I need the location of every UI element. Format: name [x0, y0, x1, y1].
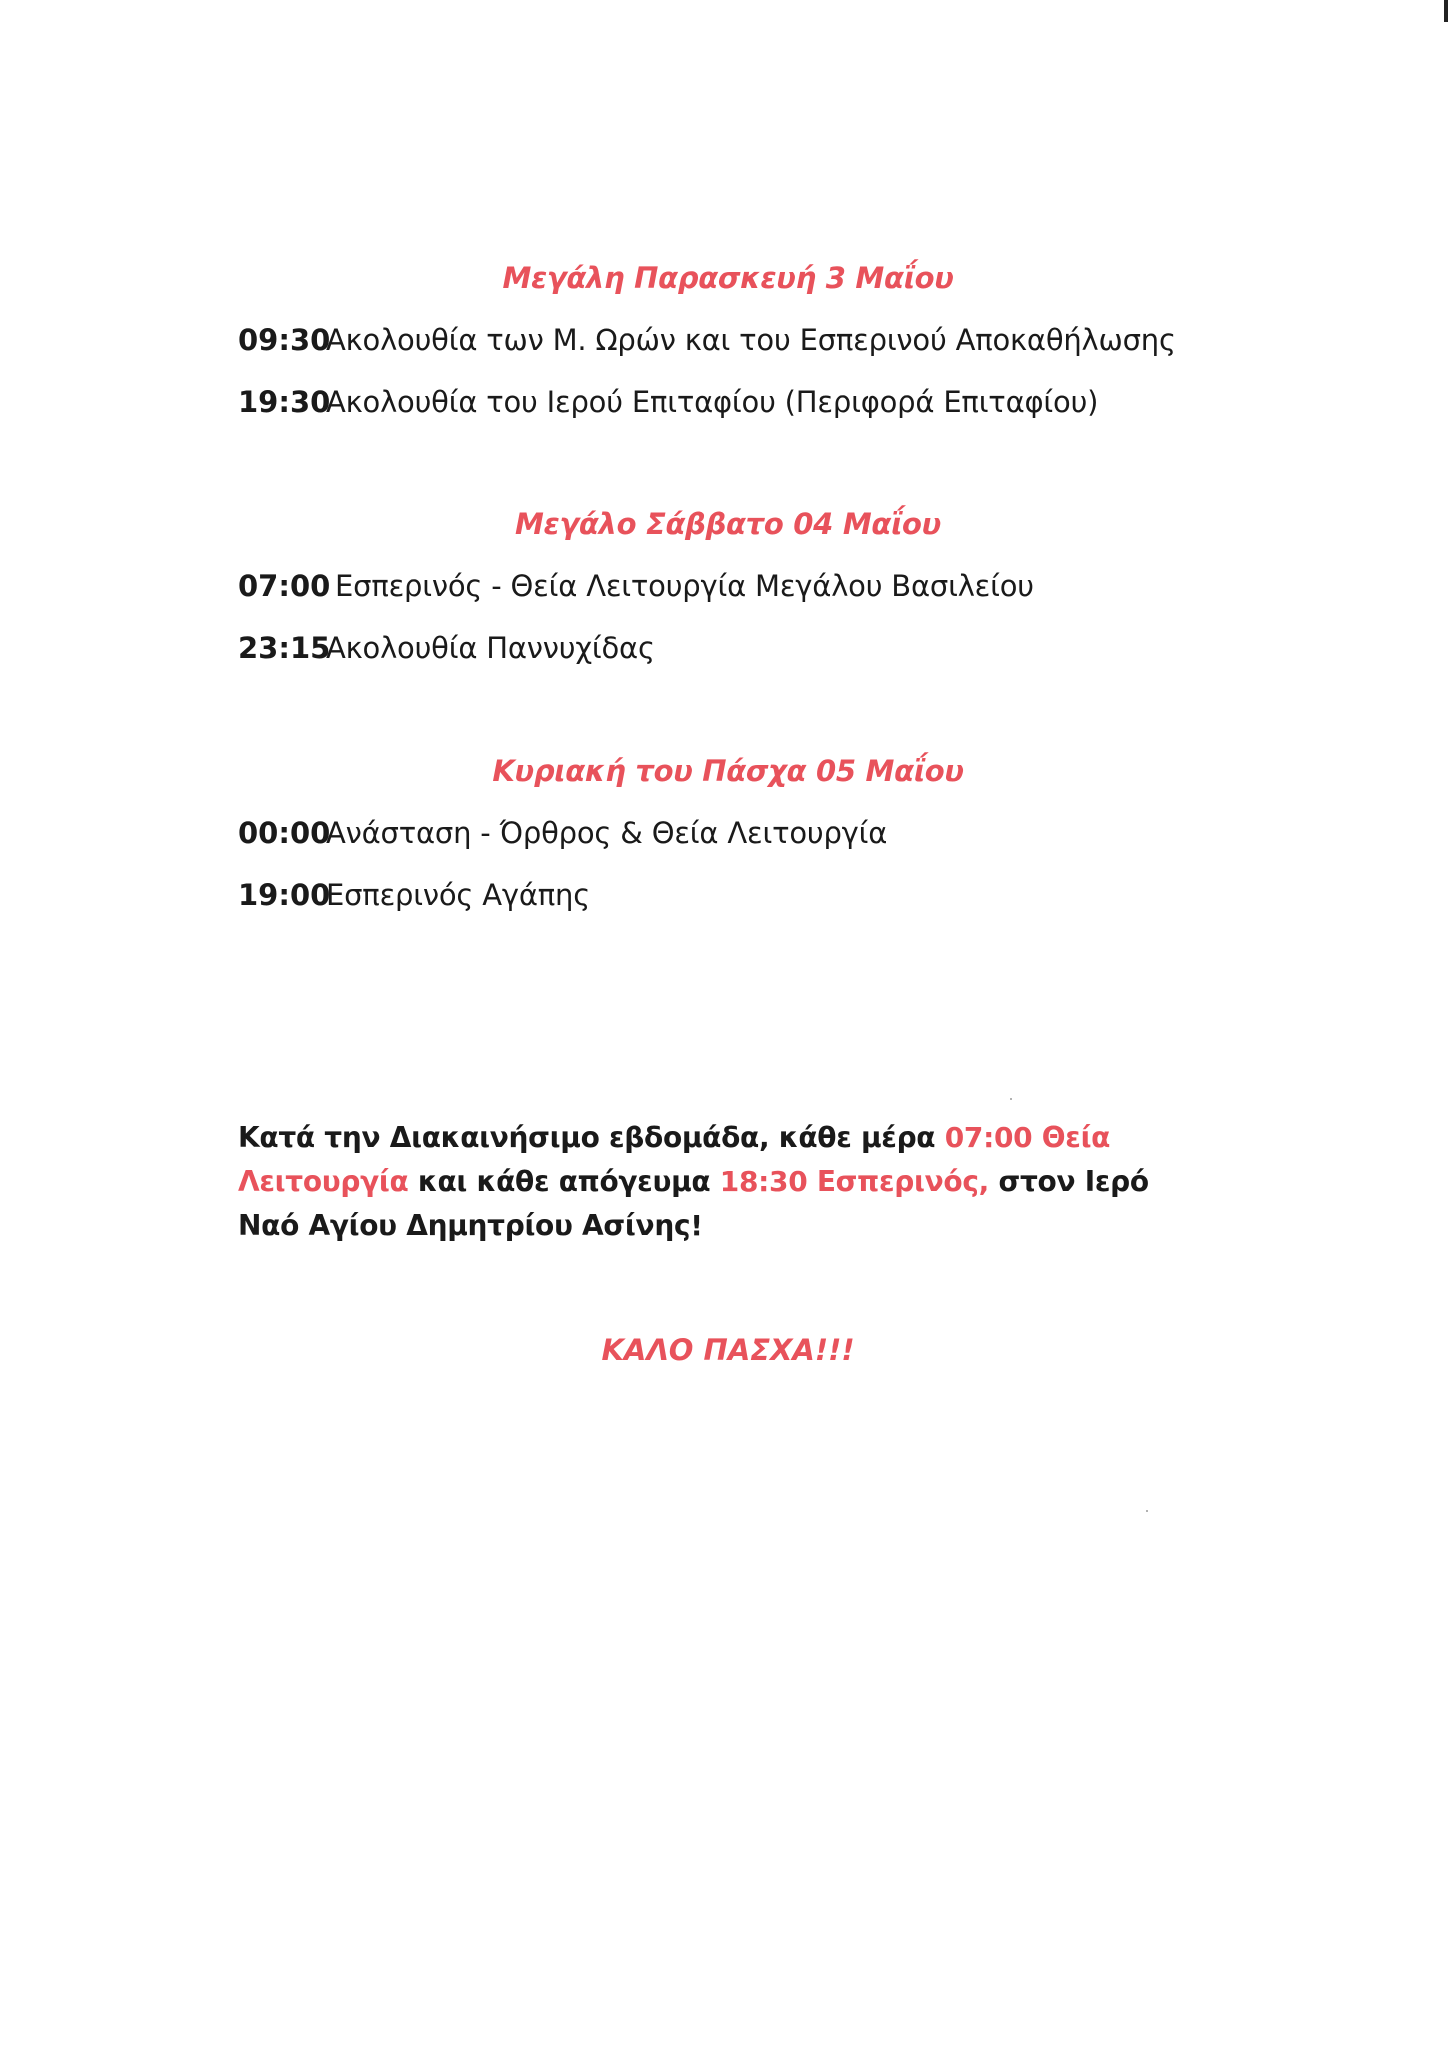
service-time: 09:30: [238, 323, 331, 357]
service-description: Εσπερινός - Θεία Λειτουργία Μεγάλου Βασιλείου: [326, 569, 1034, 603]
schedule-row: [238, 382, 1218, 422]
note-highlight: 07:00 Θεία Λειτουργία: [238, 1121, 1111, 1198]
schedule-row: [238, 320, 1218, 360]
section-holy-saturday: [238, 504, 1218, 668]
schedule-row: [238, 566, 1218, 606]
service-description: Εσπερινός Αγάπης: [326, 878, 591, 912]
day-heading: Κυριακή του Πάσχα 05 Μαΐου: [492, 754, 964, 788]
closing-greeting: ΚΑΛΟ ΠΑΣΧΑ!!!: [601, 1333, 855, 1367]
service-description: Ανάσταση - Όρθρος & Θεία Λειτουργία: [326, 816, 888, 850]
service-description: Ακολουθία Παννυχίδας: [326, 631, 655, 665]
section-easter-sunday: [238, 751, 1218, 915]
scan-speck: [1146, 1510, 1148, 1512]
service-time: 23:15: [238, 631, 331, 665]
note-text: στον Ιερό Ναό Αγίου Δημητρίου Ασίνης!: [238, 1165, 1149, 1242]
day-heading: Μεγάλη Παρασκευή 3 Μαΐου: [502, 261, 954, 295]
scan-edge-mark: [1444, 0, 1448, 22]
service-time: 00:00: [238, 816, 331, 850]
service-time: 07:00: [238, 569, 331, 603]
schedule-row: [238, 813, 1218, 853]
service-time: 19:00: [238, 878, 331, 912]
service-time: 19:30: [238, 385, 331, 419]
note-text: Κατά την Διακαινήσιμο εβδομάδα, κάθε μέρα: [238, 1121, 945, 1154]
note-highlight: 18:30 Εσπερινός,: [719, 1165, 990, 1198]
service-description: Ακολουθία του Ιερού Επιταφίου (Περιφορά Επιταφίου): [326, 385, 1099, 419]
service-description: Ακολουθία των Μ. Ωρών και του Εσπερινού Αποκαθήλωσης: [326, 323, 1176, 357]
note-text: και κάθε απόγευμα: [408, 1165, 720, 1198]
section-good-friday: [238, 258, 1218, 422]
scan-speck: [1010, 1098, 1012, 1100]
schedule-row: [238, 628, 1218, 668]
day-heading: Μεγάλο Σάββατο 04 Μαΐου: [515, 507, 941, 541]
bright-week-note: [238, 1116, 1218, 1248]
schedule-row: [238, 875, 1218, 915]
